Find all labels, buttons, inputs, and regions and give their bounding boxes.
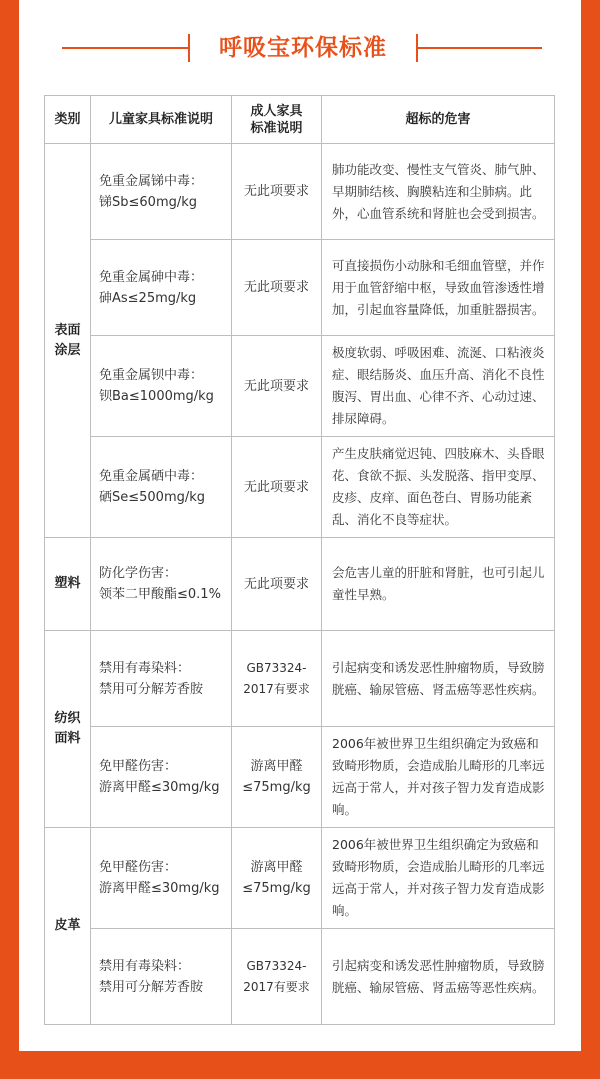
- category-cell-leather: 皮革: [45, 828, 91, 1025]
- header-adult-line2: 标准说明: [250, 120, 303, 136]
- adult-standard-cell: 无此项要求: [232, 240, 322, 336]
- table-row: [45, 336, 555, 437]
- adult-standard-cell: 无此项要求: [232, 144, 322, 240]
- adult-standard-cell: GB73324- 2017有要求: [232, 929, 322, 1025]
- harm-cell: 肺功能改变、慢性支气管炎、肺气肿、早期肺结核、胸膜粘连和尘肺病。此外，心血管系统和肾脏也会受到损害。: [322, 144, 555, 240]
- harm-cell: 产生皮肤痛觉迟钝、四肢麻木、头昏眼花、食欲不振、头发脱落、指甲变厚、皮疹、皮痒、面色苍白、胃肠功能紊乱、消化不良等症状。: [322, 437, 555, 538]
- right-frame-border: [581, 0, 600, 1079]
- adult-standard-cell: 无此项要求: [232, 437, 322, 538]
- harm-cell: 会危害儿童的肝脏和肾脏，也可引起儿童性早熟。: [322, 538, 555, 631]
- adult-standard-cell: 游离甲醛 ≤75mg/kg: [232, 828, 322, 929]
- header-adult-standard: [232, 96, 322, 144]
- table-row: [45, 828, 555, 929]
- child-standard-cell: 免重金属硒中毒： 硒Se≤500mg/kg: [91, 437, 232, 538]
- adult-standard-cell: 游离甲醛 ≤75mg/kg: [232, 727, 322, 828]
- adult-standard-cell: 无此项要求: [232, 538, 322, 631]
- title-decoration-line-left: [62, 47, 188, 49]
- standards-table: [44, 95, 555, 1025]
- left-frame-border: [0, 0, 19, 1079]
- child-standard-cell: 免重金属钡中毒： 钡Ba≤1000mg/kg: [91, 336, 232, 437]
- child-standard-cell: 免甲醛伤害： 游离甲醛≤30mg/kg: [91, 727, 232, 828]
- header-child-standard: 儿童家具标准说明: [91, 96, 232, 144]
- harm-cell: 可直接损伤小动脉和毛细血管壁，并作用于血管舒缩中枢，导致血管渗透性增加，引起血容量降低，加重脏器损害。: [322, 240, 555, 336]
- harm-cell: 引起病变和诱发恶性肿瘤物质，导致膀胱癌、输尿管癌、肾盂癌等恶性疾病。: [322, 929, 555, 1025]
- category-cell-plastic: 塑料: [45, 538, 91, 631]
- table-row: [45, 144, 555, 240]
- adult-standard-cell: 无此项要求: [232, 336, 322, 437]
- harm-cell: 引起病变和诱发恶性肿瘤物质，导致膀胱癌、输尿管癌、肾盂癌等恶性疾病。: [322, 631, 555, 727]
- title-decoration-line-right: [418, 47, 542, 49]
- child-standard-cell: 免重金属锑中毒： 锑Sb≤60mg/kg: [91, 144, 232, 240]
- table-row: [45, 929, 555, 1025]
- table-row: [45, 437, 555, 538]
- header-category: 类别: [45, 96, 91, 144]
- table-row: [45, 538, 555, 631]
- table-header-row: [45, 96, 555, 144]
- page-title: 呼吸宝环保标准: [219, 35, 387, 61]
- bottom-frame-border: [0, 1051, 600, 1079]
- harm-cell: 2006年被世界卫生组织确定为致癌和致畸形物质，会造成胎儿畸形的几率远远高于常人，并对孩子智力发育造成影响。: [322, 727, 555, 828]
- category-cell-coating: 表面 涂层: [45, 144, 91, 538]
- adult-standard-cell: GB73324- 2017有要求: [232, 631, 322, 727]
- harm-cell: 2006年被世界卫生组织确定为致癌和致畸形物质，会造成胎儿畸形的几率远远高于常人，并对孩子智力发育造成影响。: [322, 828, 555, 929]
- category-cell-textile: 纺织 面料: [45, 631, 91, 828]
- harm-cell: 极度软弱、呼吸困难、流涎、口粘液炎症、眼结肠炎、血压升高、消化不良性腹泻、胃出血、心律不齐、心动过速、排尿障碍。: [322, 336, 555, 437]
- child-standard-cell: 防化学伤害： 领苯二甲酸酯≤0.1%: [91, 538, 232, 631]
- child-standard-cell: 免甲醛伤害： 游离甲醛≤30mg/kg: [91, 828, 232, 929]
- child-standard-cell: 禁用有毒染料： 禁用可分解芳香胺: [91, 929, 232, 1025]
- table-row: [45, 727, 555, 828]
- table-row: [45, 240, 555, 336]
- header-adult-line1: 成人家具: [250, 103, 303, 119]
- table-row: [45, 631, 555, 727]
- header-harm: 超标的危害: [322, 96, 555, 144]
- child-standard-cell: 禁用有毒染料： 禁用可分解芳香胺: [91, 631, 232, 727]
- child-standard-cell: 免重金属砷中毒： 砷As≤25mg/kg: [91, 240, 232, 336]
